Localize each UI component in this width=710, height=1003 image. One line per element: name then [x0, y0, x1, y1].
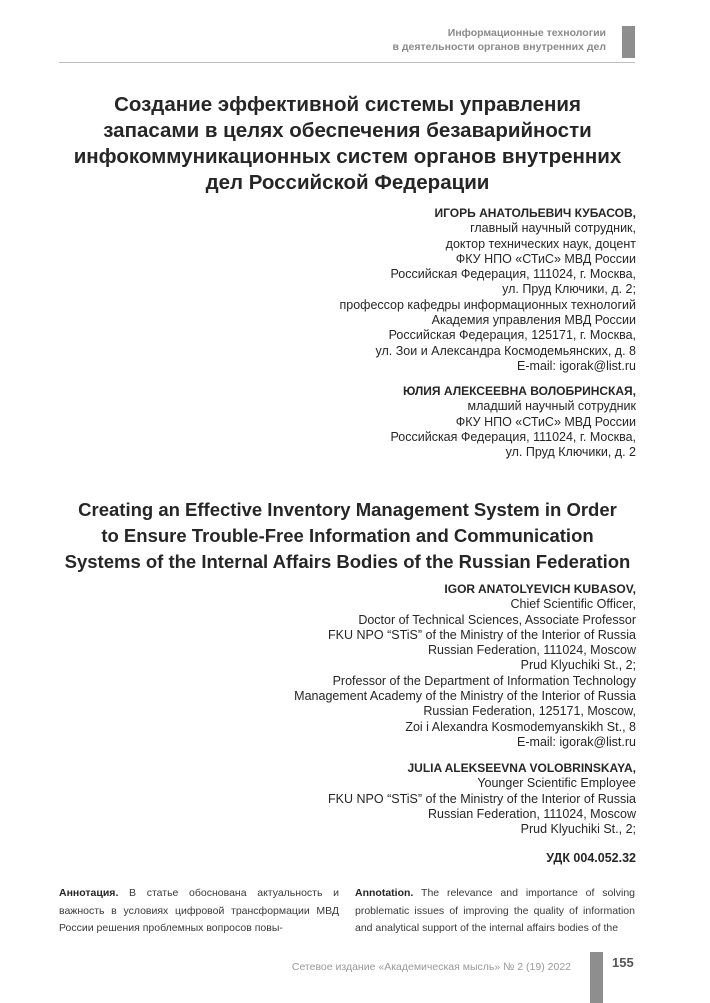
title-en-line: to Ensure Trouble-Free Information and Communication: [101, 525, 594, 546]
author-line: Российская Федерация, 111024, г. Москва,: [390, 267, 636, 282]
author-name: ЮЛИЯ АЛЕКСЕЕВНА ВОЛОБРИНСКАЯ,: [402, 384, 636, 398]
annotation-ru-text: В статье обоснована актуальность и важность в условиях цифровой трансформации МВД России решения проблемных вопросов повы-: [59, 887, 339, 934]
title-ru-line: Создание эффективной системы управления: [114, 93, 581, 116]
title-ru-line: инфокоммуникационных систем органов внутренних: [73, 145, 622, 168]
author-line: младший научный сотрудник: [467, 399, 636, 414]
author-line: Professor of the Department of Information Technology: [332, 673, 636, 688]
title-en: [40, 497, 655, 575]
header-accent-bar: [622, 26, 635, 58]
author-line: доктор технических наук, доцент: [445, 236, 636, 251]
title-en-line: Creating an Effective Inventory Management System in Order: [78, 499, 617, 520]
running-header-line-2: в деятельности органов внутренних дел: [392, 41, 606, 53]
running-header: [393, 26, 606, 54]
title-ru-line: дел Российской Федерации: [205, 171, 490, 194]
author-line: ул. Пруд Ключики, д. 2;: [502, 282, 636, 297]
author-line: Российская Федерация, 111024, г. Москва,: [390, 429, 636, 444]
author-line: Russian Federation, 125171, Moscow,: [423, 704, 636, 719]
annotation-ru-label: Аннотация.: [59, 887, 119, 899]
author-line: Zoi i Alexandra Kosmodemyanskikh St., 8: [405, 719, 636, 734]
author-line: Younger Scientific Employee: [477, 776, 636, 791]
udk-code: УДК 004.052.32: [546, 851, 636, 865]
author-line: Академия управления МВД России: [431, 313, 636, 328]
author-line: ул. Пруд Ключики, д. 2: [505, 445, 636, 460]
annotation-en-text: The relevance and importance of solving problematic issues of improving the quality of information and analytical support of the internal affairs bodies of the: [355, 887, 635, 934]
annotation-ru: [59, 885, 339, 938]
author-line: Doctor of Technical Sciences, Associate Professor: [358, 612, 636, 627]
author-line: Российская Федерация, 125171, г. Москва,: [388, 328, 636, 343]
header-rule: [59, 62, 635, 63]
author-line: FKU NPO “STiS” of the Ministry of the Interior of Russia: [328, 627, 636, 642]
author-en-2: [328, 761, 636, 837]
running-header-line-1: Информационные технологии: [447, 27, 606, 39]
author-line: ФКУ НПО «СТиС» МВД России: [455, 251, 636, 266]
annotation-en: [355, 885, 635, 938]
author-line: ФКУ НПО «СТиС» МВД России: [455, 414, 636, 429]
author-line: Russian Federation, 111024, Moscow: [428, 643, 636, 658]
author-line: главный научный сотрудник,: [470, 221, 636, 236]
author-line: FKU NPO “STiS” of the Ministry of the Interior of Russia: [328, 791, 636, 806]
author-email: E-mail: igorak@list.ru: [517, 358, 636, 373]
journal-footer: Сетевое издание «Академическая мысль» № 2 (19) 2022: [291, 961, 571, 973]
author-line: Prud Klyuchiki St., 2;: [520, 658, 636, 673]
author-line: ул. Зои и Александра Космодемьянских, д. 8: [375, 343, 636, 358]
annotation-en-label: Annotation.: [355, 887, 414, 899]
author-name: JULIA ALEKSEEVNA VOLOBRINSKAYA,: [407, 761, 636, 775]
author-en-1: [294, 582, 636, 750]
title-ru-line: запасами в целях обеспечения безаварийности: [103, 119, 592, 142]
author-line: Prud Klyuchiki St., 2;: [520, 822, 636, 837]
author-line: Chief Scientific Officer,: [510, 597, 636, 612]
footer-accent-bar: [590, 952, 603, 1003]
author-line: Management Academy of the Ministry of the Interior of Russia: [294, 689, 636, 704]
author-email: E-mail: igorak@list.ru: [517, 734, 636, 749]
title-ru: [40, 92, 655, 196]
author-ru-1: [339, 206, 636, 374]
author-line: Russian Federation, 111024, Moscow: [428, 806, 636, 821]
author-line: профессор кафедры информационных технологий: [339, 297, 636, 312]
author-name: ИГОРЬ АНАТОЛЬЕВИЧ КУБАСОВ,: [434, 206, 636, 220]
title-en-line: Systems of the Internal Affairs Bodies of the Russian Federation: [64, 551, 631, 572]
page-number: 155: [612, 955, 634, 970]
author-name: IGOR ANATOLYEVICH KUBASOV,: [444, 582, 636, 596]
author-ru-2: [390, 384, 636, 460]
